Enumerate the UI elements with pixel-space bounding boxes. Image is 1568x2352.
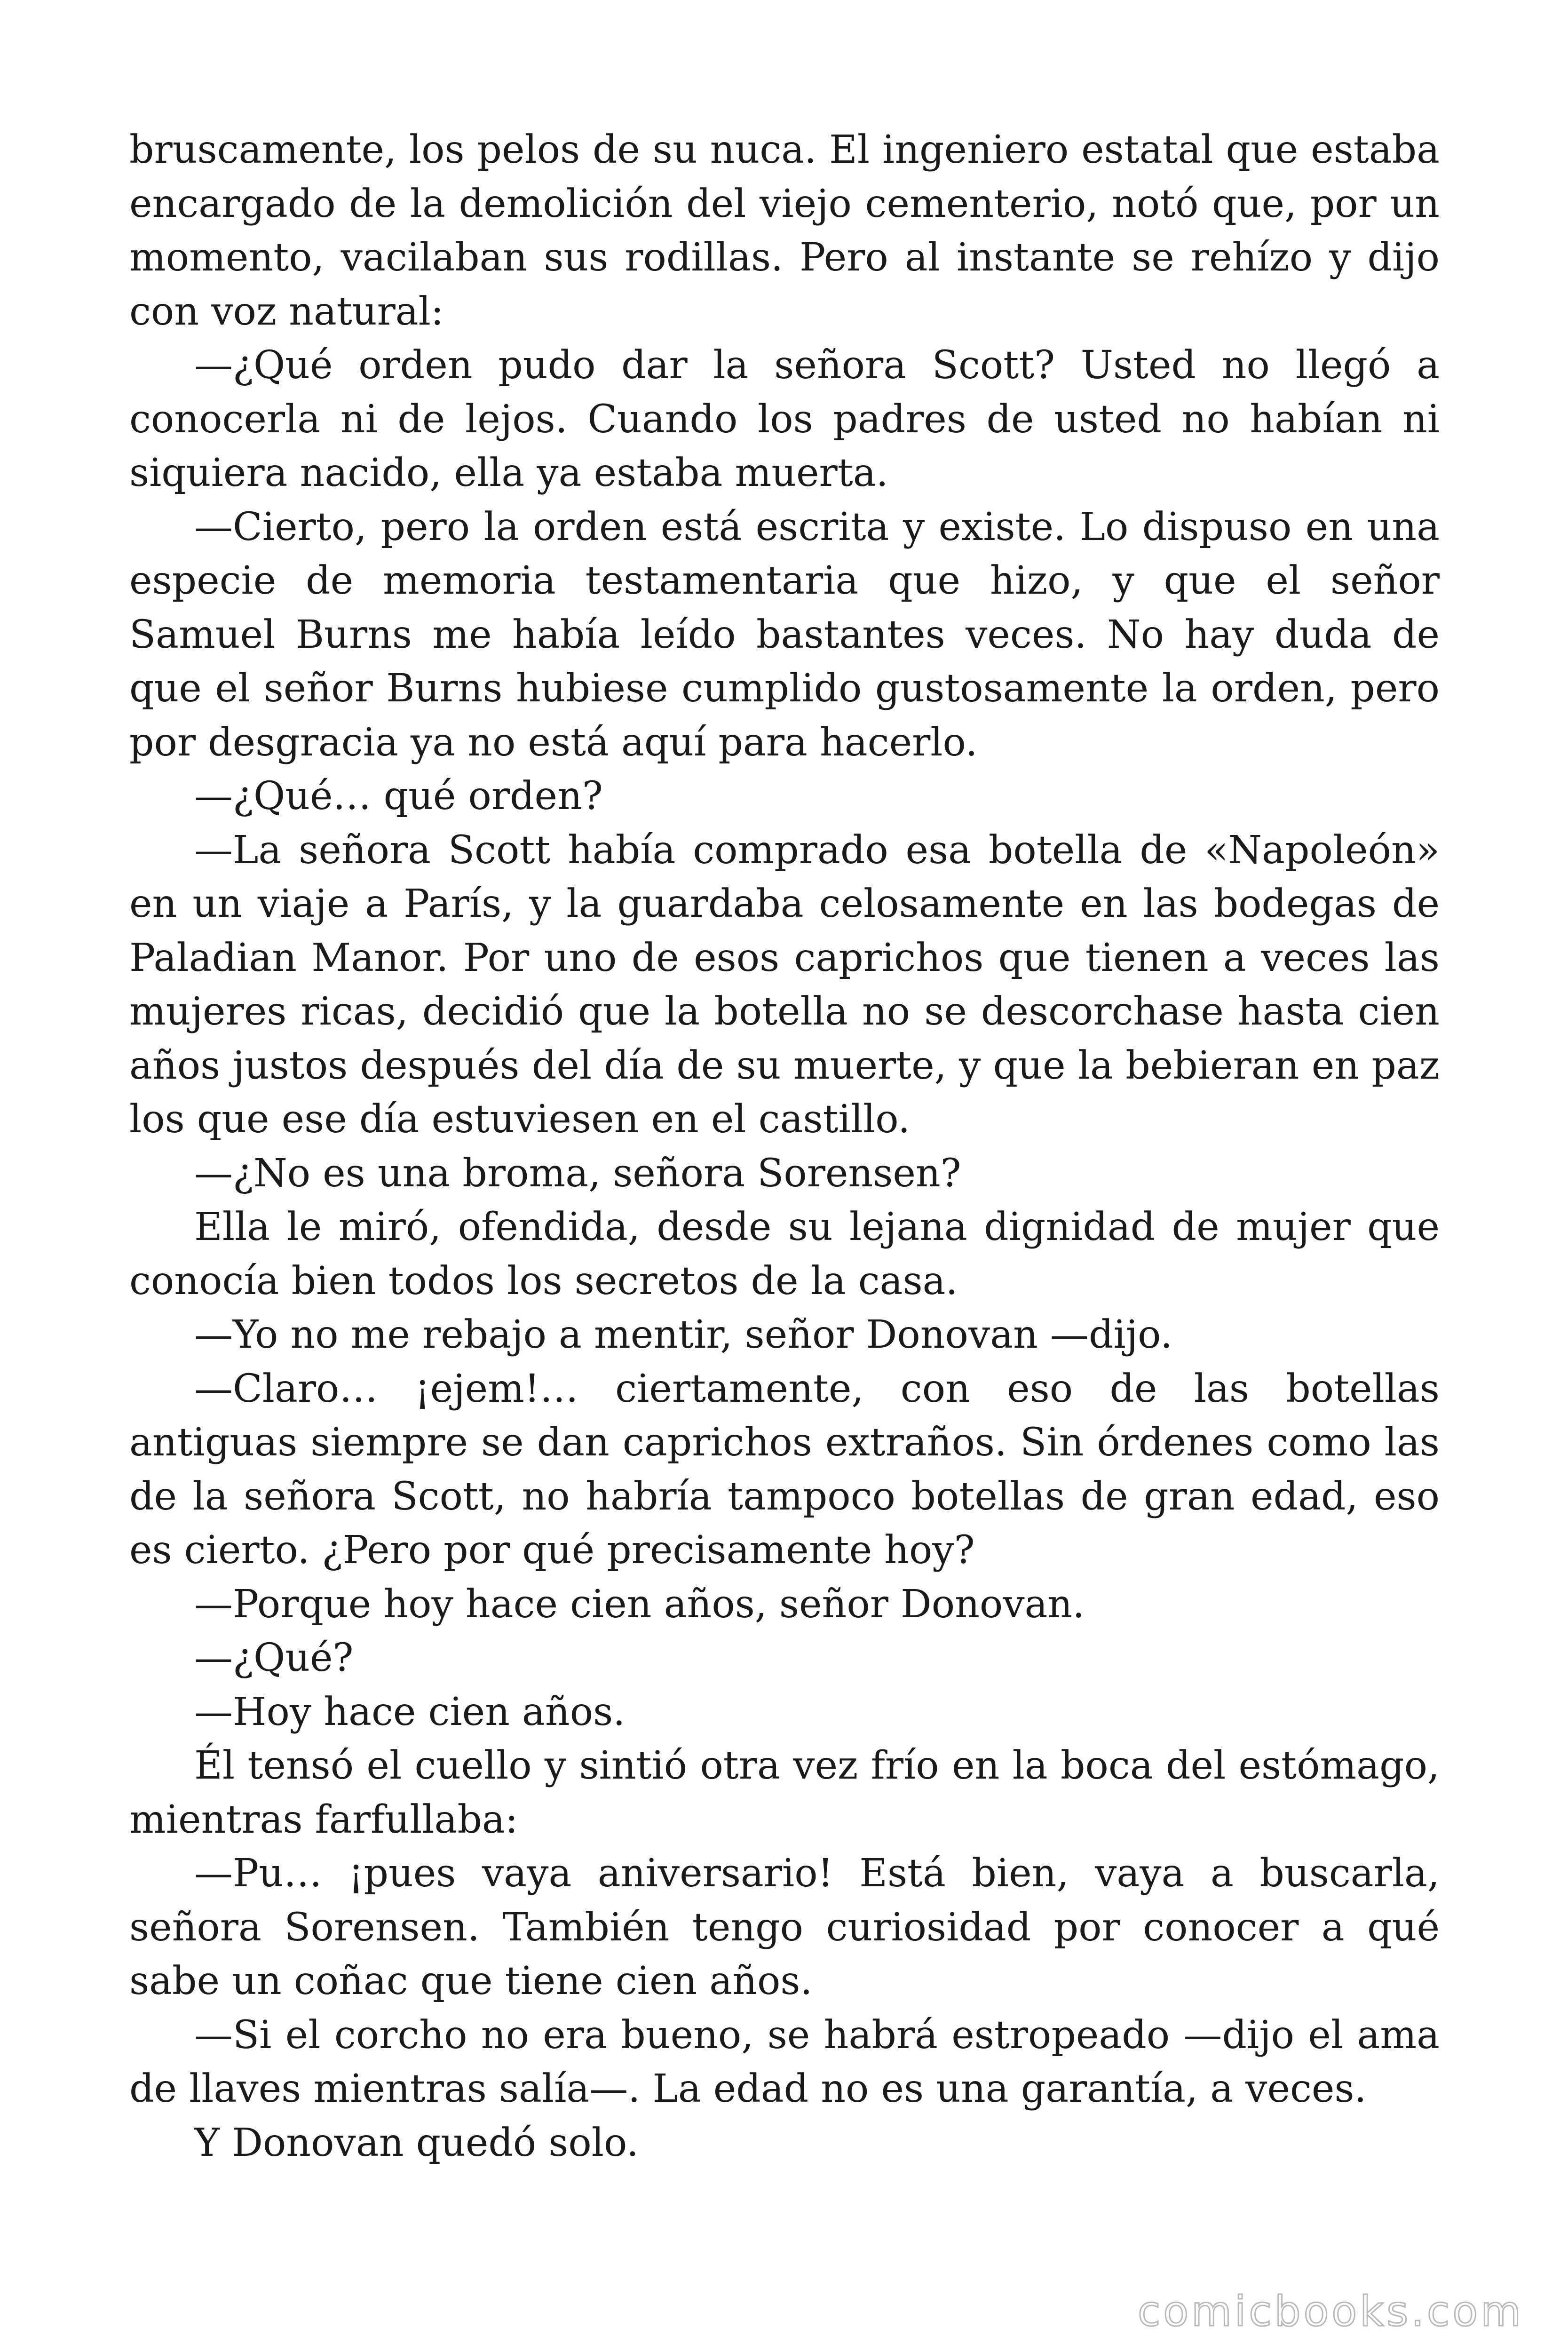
paragraph-8: —Yo no me rebajo a mentir, señor Donovan —dijo. <box>194 1312 1173 1357</box>
paragraph-2: —¿Qué orden pudo dar la señora Scott? Usted no llegó a conocerla ni de lejos. Cuando los padres de usted no habían ni siquiera nacido, ella ya estaba muerta. <box>129 343 1440 495</box>
watermark: comicbooks.com <box>1137 2287 1524 2336</box>
paragraph-12: —Hoy hace cien años. <box>194 1689 626 1734</box>
paragraph-6: —¿No es una broma, señora Sorensen? <box>194 1151 961 1196</box>
paragraph-7: Ella le miró, ofendida, desde su lejana dignidad de mujer que conocía bien todos los secretos de la casa. <box>129 1205 1440 1303</box>
paragraph-13: Él tensó el cuello y sintió otra vez frío en la boca del estómago, mientras farfullaba: <box>129 1743 1440 1842</box>
paragraph-11: —¿Qué? <box>194 1636 354 1680</box>
paragraph-3: —Cierto, pero la orden está escrita y existe. Lo dispuso en una especie de memoria testamentaria que hizo, y que el señor Samuel Burns me había leído bastantes veces. No hay duda de que el señor Burns hubiese cumplido gustosamente la orden, pero por desgracia ya no está aquí para hacerlo. <box>129 504 1440 765</box>
paragraph-10: —Porque hoy hace cien años, señor Donovan. <box>194 1581 1085 1627</box>
paragraph-1: bruscamente, los pelos de su nuca. El ingeniero estatal que estaba encargado de la demolición del viejo cementerio, notó que, por un momento, vacilaban sus rodillas. Pero al instante se rehízo y dijo con voz natural: <box>129 127 1440 334</box>
body-text <box>129 123 1440 2170</box>
paragraph-15: —Si el corcho no era bueno, se habrá estropeado —dijo el ama de llaves mientras salía—. La edad no es una garantía, a veces. <box>129 2012 1440 2111</box>
paragraph-4: —¿Qué… qué orden? <box>194 774 603 818</box>
paragraph-5: —La señora Scott había comprado esa botella de «Napoleón» en un viaje a París, y la guardaba celosamente en las bodegas de Paladian Manor. Por uno de esos caprichos que tienen a veces las mujeres ricas, decidió que la botella no se descorchase hasta cien años justos después del día de su muerte, y que la bebieran en paz los que ese día estuviesen en el castillo. <box>129 827 1440 1142</box>
paragraph-14: —Pu… ¡pues vaya aniversario! Está bien, vaya a buscarla, señora Sorensen. También tengo curiosidad por conocer a qué sabe un coñac que tiene cien años. <box>129 1851 1440 2003</box>
paragraph-9: —Claro… ¡ejem!… ciertamente, con eso de las botellas antiguas siempre se dan caprichos extraños. Sin órdenes como las de la señora Scott, no habría tampoco botellas de gran edad, eso es cierto. ¿Pero por qué precisamente hoy? <box>129 1366 1440 1573</box>
paragraph-16: Y Donovan quedó solo. <box>194 2120 639 2165</box>
